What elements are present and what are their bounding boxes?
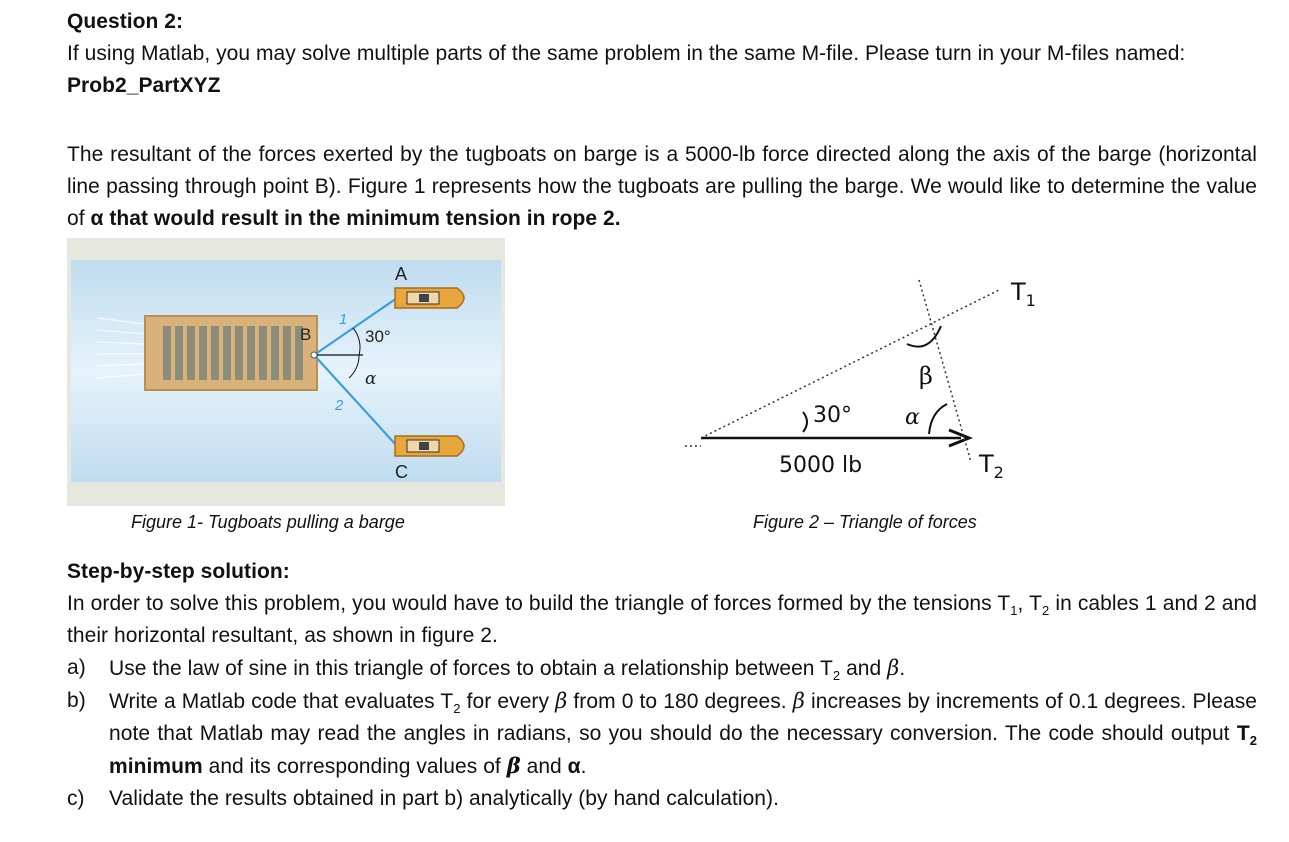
label-alpha: α — [365, 369, 377, 389]
question-title: Question 2: — [67, 10, 184, 33]
figure-2-force-triangle — [679, 262, 1079, 492]
problem-bold-tail: that would result in the minimum tension in rope 2. — [103, 207, 621, 230]
solution-intro: In order to solve this problem, you would have to build the triangle of forces formed by the tensions $T_1$, $T_2$ in cables 1 and 2 and their horizontal resultant, as shown in figure 2. — [67, 592, 1257, 647]
label-beta: β — [919, 362, 933, 390]
matlab-note-text: If using Matlab, you may solve multiple parts of the same problem in the same M-file. Please turn in your M-files named: — [67, 42, 1186, 65]
label-30-degrees: 30° — [813, 403, 852, 428]
beta-arc — [907, 326, 941, 347]
alpha-arc — [929, 404, 947, 434]
angle-30-arc — [803, 412, 807, 432]
label-rope-2: 2 — [335, 397, 344, 414]
label-5000-lb: 5000 lb — [779, 453, 863, 478]
label-angle-30: 30° — [365, 327, 391, 346]
matlab-note — [67, 38, 1257, 102]
list-item-a: a) Use the law of sine in this triangle of forces to obtain a relationship between $T_2$ and β. — [67, 656, 906, 684]
figure-1-caption: Figure 1- Tugboats pulling a barge — [131, 512, 405, 532]
label-b: B — [300, 325, 312, 344]
label-alpha-2: α — [905, 405, 920, 430]
file-name: Prob2_PartXYZ — [67, 74, 221, 97]
figure-2-caption: Figure 2 – Triangle of forces — [753, 512, 977, 532]
tugboat-a — [395, 288, 464, 308]
solution-section — [67, 556, 1257, 815]
problem-text: The resultant of the forces exerted by the tugboats on barge is a 5000-lb force directed along the axis of the barge (horizontal line passing through point B). Figure 1 represents how the tugboats are pulling the barge. We would like to determine the value of — [67, 143, 1257, 230]
label-rope-1: 1 — [339, 311, 348, 328]
list-item-b: b) Write a Matlab code that evaluates $T_2$ for every β from 0 to 180 degrees. β increases by increments of 0.1 degrees. Please note that Matlab may read the angles in radians, so you should do the necessary conversion. The code should output $T_2$ minimum and its corresponding values of β and α. — [67, 689, 1257, 778]
label-a: A — [395, 264, 408, 284]
figure-1-tugboats — [67, 238, 505, 506]
list-item-c: c) Validate the results obtained in part b) analytically (by hand calculation). — [67, 787, 779, 810]
label-t2: $T_2$ — [979, 450, 1004, 482]
label-c: C — [395, 462, 408, 482]
problem-statement — [67, 139, 1257, 235]
problem-alpha: α — [90, 207, 104, 230]
solution-title: Step-by-step solution: — [67, 560, 290, 583]
tugboat-c — [395, 436, 464, 456]
problem-paragraph — [67, 139, 1257, 235]
question-header — [67, 6, 1257, 102]
label-t1: $T_1$ — [1011, 278, 1036, 310]
